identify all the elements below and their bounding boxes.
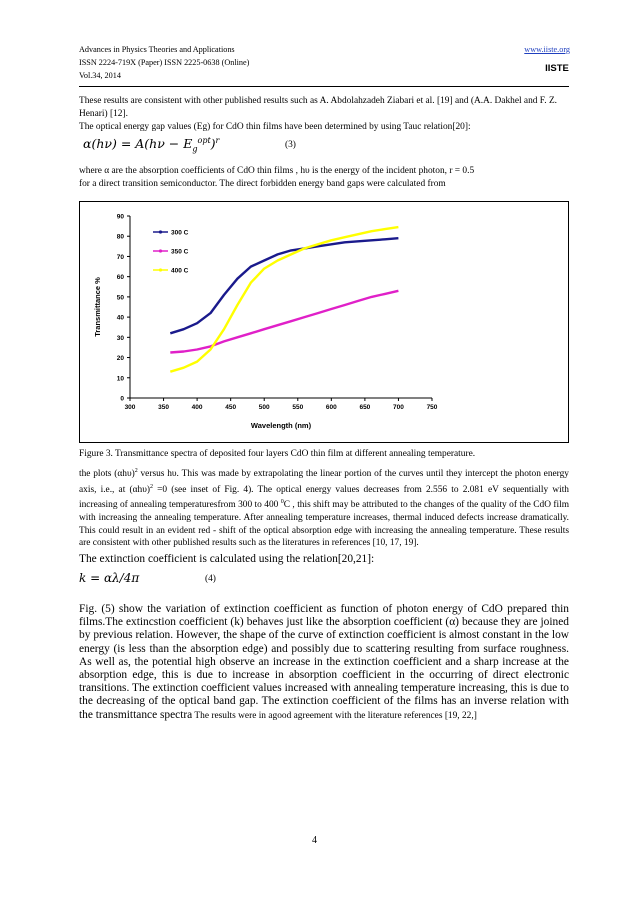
website-link[interactable]: www.iiste.org bbox=[524, 45, 570, 54]
y-tick-label: 0 bbox=[120, 395, 124, 403]
x-tick-label: 450 bbox=[225, 404, 237, 411]
legend-label-3: 400 C bbox=[171, 267, 189, 275]
y-tick-label: 30 bbox=[116, 334, 124, 342]
x-tick-label: 750 bbox=[426, 404, 438, 411]
y-tick-label: 40 bbox=[116, 314, 124, 322]
x-tick-label: 700 bbox=[393, 404, 404, 411]
header-rule bbox=[79, 86, 569, 87]
iiste-logo bbox=[544, 57, 570, 75]
paragraph-3-line-2: for a direct transition semiconductor. The direct forbidden energy band gaps were calculated from bbox=[79, 179, 446, 189]
para4-part-c: =0 (see inset of Fig. 4). The optical energy values decreases from 2.556 to 2.081 eV sequentially with increasing of annealing temperaturesfrom 300 to 400 bbox=[79, 484, 569, 511]
paragraph-6 bbox=[79, 603, 569, 723]
legend-marker-3 bbox=[159, 268, 162, 271]
equation-3-number: (3) bbox=[285, 140, 296, 150]
iiste-logo-icon bbox=[544, 57, 570, 75]
x-tick-label: 650 bbox=[359, 404, 371, 411]
equation-4-number: (4) bbox=[205, 574, 216, 584]
superscript-2b: 2 bbox=[149, 483, 153, 490]
equation-3: $\alpha(h\nu) = A(h\nu - E_g^{opt})^r$ bbox=[83, 135, 220, 154]
tauc-equation bbox=[83, 135, 283, 155]
series-line-2 bbox=[170, 291, 398, 353]
superscript-2: 2 bbox=[134, 468, 138, 474]
x-tick-label: 550 bbox=[292, 404, 304, 411]
x-tick-label: 600 bbox=[325, 404, 337, 411]
paragraph-4 bbox=[79, 465, 569, 550]
y-tick-label: 10 bbox=[116, 375, 124, 383]
series-line-1 bbox=[170, 238, 398, 333]
x-tick-label: 400 bbox=[191, 404, 203, 411]
page-number: 4 bbox=[312, 835, 317, 846]
paragraph-5: The extinction coefficient is calculated using the relation[20,21]: bbox=[79, 553, 375, 565]
logo-text: IISTE bbox=[545, 63, 569, 74]
figure-3-frame bbox=[79, 201, 569, 443]
x-tick-label: 350 bbox=[158, 404, 169, 411]
y-tick-label: 50 bbox=[116, 294, 124, 302]
legend-marker-1 bbox=[159, 230, 162, 233]
para4-part-d: C , this shift may be attributed to the changes of the quality of the CdO film with increasing the annealing temperature. After annealing temperature increases, thermal induced defects increase dramatically. This could result in an evident red - shift of the optical absorption edge with increasing the annealing temperature. These results are consistent with other published results such as the literatures in references [10, 17, 19]. bbox=[79, 500, 570, 549]
y-tick-label: 70 bbox=[116, 253, 124, 261]
journal-title: Advances in Physics Theories and Applications bbox=[79, 45, 235, 54]
para6-small: The results were in agood agreement with the literature references [19, 22,] bbox=[192, 710, 477, 721]
figure-3-caption: Figure 3. Transmittance spectra of deposited four layers CdO thin film at different annealing temperature. bbox=[79, 449, 476, 459]
x-axis-label: Wavelength (nm) bbox=[250, 421, 312, 430]
y-axis-label: Transmittance % bbox=[93, 277, 102, 337]
issn-line: ISSN 2224-719X (Paper) ISSN 2225-0638 (Online) bbox=[79, 58, 250, 67]
y-tick-label: 80 bbox=[116, 233, 124, 241]
para4-part-a: the plots (αhυ) bbox=[79, 469, 135, 480]
legend-label-1: 300 C bbox=[171, 229, 189, 237]
transmittance-chart bbox=[80, 202, 568, 442]
para4-part-b: versus hυ. This was made by extrapolating the linear portion of the curves until they intercept the photon energy axis, i.e., at (αhυ) bbox=[79, 469, 569, 495]
legend-label-2: 350 C bbox=[171, 248, 189, 256]
para6-main: Fig. (5) show the variation of extinction coefficient as function of photon energy of CdO prepared thin films.The extincstion coefficient (k) behaves just like the absorption coefficient (α) because they are joined by previous relation. However, the shape of the curve of extinction coefficient is almost constant in the low energy (is less than the absorption edge) and possibly due to scattering resulting from surface roughness. As well as, the potential high observe an increase in the extinction coefficient and a sharp increase at the absorption edge, this is due to increase in absorption coefficient in the occurring of direct electronic transitions. The extinction coefficient values increased with annealing temperature increasing, this is due to the decreasing of the optical band gap. The extinction coefficient of the films has an inverse relation with the transmittance spectra bbox=[79, 603, 569, 721]
x-tick-label: 300 bbox=[124, 404, 136, 411]
y-tick-label: 60 bbox=[116, 274, 124, 282]
legend-marker-2 bbox=[159, 249, 162, 252]
equation-4: k = αλ/4π bbox=[79, 571, 140, 585]
y-tick-label: 20 bbox=[116, 355, 124, 363]
paragraph-3-line-1: where α are the absorption coefficients of CdO thin films , hυ is the energy of the incident photon, r = 0.5 bbox=[79, 166, 475, 176]
paragraph-2: The optical energy gap values (Eg) for CdO thin films have been determined by using Tauc relation[20]: bbox=[79, 122, 471, 132]
x-tick-label: 500 bbox=[258, 404, 270, 411]
volume-line: Vol.34, 2014 bbox=[79, 71, 121, 80]
paragraph-1: These results are consistent with other published results such as A. Abdolahzadeh Ziabari et al. [19] and (A.A. Dakhel and F. Z. Henari) [12]. bbox=[79, 96, 558, 119]
degree-superscript: 0 bbox=[280, 499, 284, 506]
y-tick-label: 90 bbox=[116, 213, 124, 221]
